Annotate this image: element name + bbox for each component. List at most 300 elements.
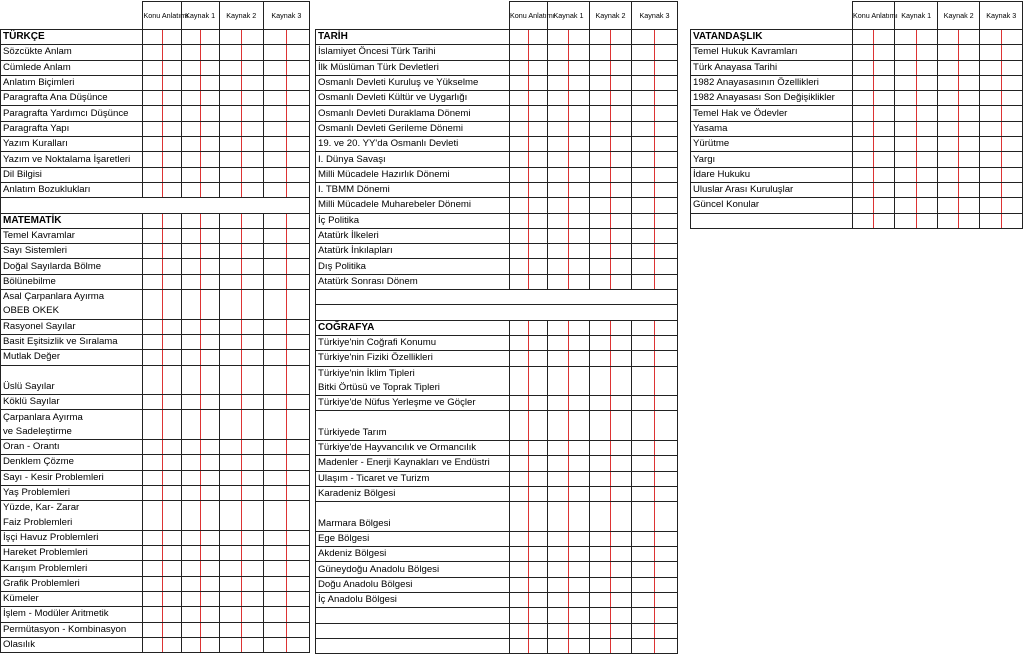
checkbox-cell[interactable] bbox=[611, 137, 632, 152]
checkbox-cell[interactable] bbox=[143, 637, 162, 652]
checkbox-cell[interactable] bbox=[980, 30, 1001, 45]
checkbox-cell[interactable] bbox=[286, 60, 309, 75]
checkbox-cell[interactable] bbox=[510, 577, 529, 592]
checkbox-cell[interactable] bbox=[590, 60, 611, 75]
checkbox-cell[interactable] bbox=[611, 259, 632, 274]
checkbox-cell[interactable] bbox=[632, 91, 655, 106]
checkbox-cell[interactable] bbox=[181, 485, 200, 500]
checkbox-cell[interactable] bbox=[219, 75, 241, 90]
checkbox-cell[interactable] bbox=[286, 213, 309, 228]
checkbox-cell[interactable] bbox=[611, 244, 632, 259]
checkbox-cell[interactable] bbox=[655, 121, 678, 136]
checkbox-cell[interactable] bbox=[937, 91, 958, 106]
checkbox-cell[interactable] bbox=[529, 502, 548, 517]
checkbox-cell[interactable] bbox=[181, 304, 200, 319]
checkbox-cell[interactable] bbox=[286, 410, 309, 425]
checkbox-cell[interactable] bbox=[611, 531, 632, 546]
checkbox-cell[interactable] bbox=[510, 167, 529, 182]
checkbox-cell[interactable] bbox=[286, 622, 309, 637]
checkbox-cell[interactable] bbox=[569, 213, 590, 228]
checkbox-cell[interactable] bbox=[241, 334, 263, 349]
checkbox-cell[interactable] bbox=[632, 320, 655, 335]
checkbox-cell[interactable] bbox=[181, 561, 200, 576]
checkbox-cell[interactable] bbox=[219, 425, 241, 440]
checkbox-cell[interactable] bbox=[548, 381, 569, 396]
checkbox-cell[interactable] bbox=[162, 561, 181, 576]
checkbox-cell[interactable] bbox=[959, 137, 980, 152]
checkbox-cell[interactable] bbox=[286, 501, 309, 516]
checkbox-cell[interactable] bbox=[219, 213, 241, 228]
checkbox-cell[interactable] bbox=[1001, 167, 1022, 182]
checkbox-cell[interactable] bbox=[286, 350, 309, 365]
checkbox-cell[interactable] bbox=[611, 198, 632, 213]
checkbox-cell[interactable] bbox=[286, 167, 309, 182]
checkbox-cell[interactable] bbox=[548, 547, 569, 562]
checkbox-cell[interactable] bbox=[548, 502, 569, 517]
checkbox-cell[interactable] bbox=[263, 121, 286, 136]
checkbox-cell[interactable] bbox=[611, 623, 632, 638]
checkbox-cell[interactable] bbox=[569, 517, 590, 532]
checkbox-cell[interactable] bbox=[632, 502, 655, 517]
checkbox-cell[interactable] bbox=[548, 456, 569, 471]
checkbox-cell[interactable] bbox=[200, 470, 219, 485]
checkbox-cell[interactable] bbox=[219, 395, 241, 410]
checkbox-cell[interactable] bbox=[569, 91, 590, 106]
checkbox-cell[interactable] bbox=[569, 121, 590, 136]
checkbox-cell[interactable] bbox=[200, 319, 219, 334]
checkbox-cell[interactable] bbox=[980, 75, 1001, 90]
checkbox-cell[interactable] bbox=[181, 121, 200, 136]
checkbox-cell[interactable] bbox=[241, 501, 263, 516]
checkbox-cell[interactable] bbox=[143, 137, 162, 152]
checkbox-cell[interactable] bbox=[219, 244, 241, 259]
checkbox-cell[interactable] bbox=[162, 106, 181, 121]
checkbox-cell[interactable] bbox=[611, 502, 632, 517]
checkbox-cell[interactable] bbox=[162, 304, 181, 319]
checkbox-cell[interactable] bbox=[548, 259, 569, 274]
checkbox-cell[interactable] bbox=[632, 244, 655, 259]
checkbox-cell[interactable] bbox=[143, 45, 162, 60]
checkbox-cell[interactable] bbox=[874, 60, 895, 75]
checkbox-cell[interactable] bbox=[611, 351, 632, 366]
checkbox-cell[interactable] bbox=[219, 91, 241, 106]
checkbox-cell[interactable] bbox=[529, 638, 548, 653]
checkbox-cell[interactable] bbox=[937, 30, 958, 45]
checkbox-cell[interactable] bbox=[529, 30, 548, 45]
checkbox-cell[interactable] bbox=[219, 380, 241, 395]
checkbox-cell[interactable] bbox=[181, 244, 200, 259]
checkbox-cell[interactable] bbox=[143, 440, 162, 455]
checkbox-cell[interactable] bbox=[219, 410, 241, 425]
checkbox-cell[interactable] bbox=[181, 607, 200, 622]
checkbox-cell[interactable] bbox=[162, 30, 181, 45]
checkbox-cell[interactable] bbox=[590, 471, 611, 486]
checkbox-cell[interactable] bbox=[219, 440, 241, 455]
checkbox-cell[interactable] bbox=[286, 137, 309, 152]
checkbox-cell[interactable] bbox=[162, 410, 181, 425]
checkbox-cell[interactable] bbox=[241, 516, 263, 531]
checkbox-cell[interactable] bbox=[241, 45, 263, 60]
checkbox-cell[interactable] bbox=[162, 591, 181, 606]
checkbox-cell[interactable] bbox=[959, 182, 980, 197]
checkbox-cell[interactable] bbox=[590, 608, 611, 623]
checkbox-cell[interactable] bbox=[286, 259, 309, 274]
checkbox-cell[interactable] bbox=[611, 608, 632, 623]
checkbox-cell[interactable] bbox=[219, 576, 241, 591]
checkbox-cell[interactable] bbox=[200, 75, 219, 90]
checkbox-cell[interactable] bbox=[937, 60, 958, 75]
checkbox-cell[interactable] bbox=[529, 60, 548, 75]
checkbox-cell[interactable] bbox=[219, 334, 241, 349]
checkbox-cell[interactable] bbox=[241, 167, 263, 182]
checkbox-cell[interactable] bbox=[510, 335, 529, 350]
checkbox-cell[interactable] bbox=[181, 290, 200, 305]
checkbox-cell[interactable] bbox=[937, 75, 958, 90]
checkbox-cell[interactable] bbox=[263, 637, 286, 652]
checkbox-cell[interactable] bbox=[529, 228, 548, 243]
checkbox-cell[interactable] bbox=[219, 121, 241, 136]
checkbox-cell[interactable] bbox=[529, 320, 548, 335]
checkbox-cell[interactable] bbox=[590, 137, 611, 152]
checkbox-cell[interactable] bbox=[263, 75, 286, 90]
checkbox-cell[interactable] bbox=[980, 45, 1001, 60]
checkbox-cell[interactable] bbox=[590, 366, 611, 381]
checkbox-cell[interactable] bbox=[611, 441, 632, 456]
checkbox-cell[interactable] bbox=[143, 380, 162, 395]
checkbox-cell[interactable] bbox=[1001, 137, 1022, 152]
checkbox-cell[interactable] bbox=[569, 441, 590, 456]
checkbox-cell[interactable] bbox=[632, 486, 655, 501]
checkbox-cell[interactable] bbox=[632, 152, 655, 167]
checkbox-cell[interactable] bbox=[632, 30, 655, 45]
checkbox-cell[interactable] bbox=[632, 60, 655, 75]
checkbox-cell[interactable] bbox=[143, 182, 162, 197]
checkbox-cell[interactable] bbox=[162, 121, 181, 136]
checkbox-cell[interactable] bbox=[590, 228, 611, 243]
checkbox-cell[interactable] bbox=[548, 91, 569, 106]
checkbox-cell[interactable] bbox=[655, 638, 678, 653]
checkbox-cell[interactable] bbox=[529, 562, 548, 577]
checkbox-cell[interactable] bbox=[143, 334, 162, 349]
checkbox-cell[interactable] bbox=[181, 501, 200, 516]
checkbox-cell[interactable] bbox=[590, 517, 611, 532]
checkbox-cell[interactable] bbox=[590, 577, 611, 592]
checkbox-cell[interactable] bbox=[569, 577, 590, 592]
checkbox-cell[interactable] bbox=[263, 395, 286, 410]
checkbox-cell[interactable] bbox=[874, 152, 895, 167]
checkbox-cell[interactable] bbox=[529, 623, 548, 638]
checkbox-cell[interactable] bbox=[569, 623, 590, 638]
checkbox-cell[interactable] bbox=[529, 198, 548, 213]
checkbox-cell[interactable] bbox=[655, 60, 678, 75]
checkbox-cell[interactable] bbox=[655, 182, 678, 197]
checkbox-cell[interactable] bbox=[655, 335, 678, 350]
checkbox-cell[interactable] bbox=[263, 228, 286, 243]
checkbox-cell[interactable] bbox=[143, 30, 162, 45]
checkbox-cell[interactable] bbox=[510, 426, 529, 441]
checkbox-cell[interactable] bbox=[241, 228, 263, 243]
checkbox-cell[interactable] bbox=[529, 441, 548, 456]
checkbox-cell[interactable] bbox=[200, 440, 219, 455]
checkbox-cell[interactable] bbox=[286, 470, 309, 485]
checkbox-cell[interactable] bbox=[548, 182, 569, 197]
checkbox-cell[interactable] bbox=[181, 106, 200, 121]
checkbox-cell[interactable] bbox=[529, 137, 548, 152]
checkbox-cell[interactable] bbox=[569, 137, 590, 152]
checkbox-cell[interactable] bbox=[241, 395, 263, 410]
checkbox-cell[interactable] bbox=[510, 502, 529, 517]
checkbox-cell[interactable] bbox=[181, 137, 200, 152]
checkbox-cell[interactable] bbox=[590, 274, 611, 289]
checkbox-cell[interactable] bbox=[263, 576, 286, 591]
checkbox-cell[interactable] bbox=[590, 381, 611, 396]
checkbox-cell[interactable] bbox=[286, 152, 309, 167]
checkbox-cell[interactable] bbox=[143, 516, 162, 531]
checkbox-cell[interactable] bbox=[162, 470, 181, 485]
checkbox-cell[interactable] bbox=[611, 106, 632, 121]
checkbox-cell[interactable] bbox=[548, 486, 569, 501]
checkbox-cell[interactable] bbox=[895, 45, 916, 60]
checkbox-cell[interactable] bbox=[655, 351, 678, 366]
checkbox-cell[interactable] bbox=[611, 547, 632, 562]
checkbox-cell[interactable] bbox=[219, 60, 241, 75]
checkbox-cell[interactable] bbox=[181, 470, 200, 485]
checkbox-cell[interactable] bbox=[241, 607, 263, 622]
checkbox-cell[interactable] bbox=[286, 561, 309, 576]
checkbox-cell[interactable] bbox=[980, 60, 1001, 75]
checkbox-cell[interactable] bbox=[611, 213, 632, 228]
checkbox-cell[interactable] bbox=[548, 228, 569, 243]
checkbox-cell[interactable] bbox=[548, 577, 569, 592]
checkbox-cell[interactable] bbox=[219, 485, 241, 500]
checkbox-cell[interactable] bbox=[162, 485, 181, 500]
checkbox-cell[interactable] bbox=[286, 637, 309, 652]
checkbox-cell[interactable] bbox=[219, 106, 241, 121]
checkbox-cell[interactable] bbox=[655, 228, 678, 243]
checkbox-cell[interactable] bbox=[241, 182, 263, 197]
checkbox-cell[interactable] bbox=[569, 274, 590, 289]
checkbox-cell[interactable] bbox=[895, 91, 916, 106]
checkbox-cell[interactable] bbox=[611, 228, 632, 243]
checkbox-cell[interactable] bbox=[529, 366, 548, 381]
checkbox-cell[interactable] bbox=[200, 485, 219, 500]
checkbox-cell[interactable] bbox=[286, 45, 309, 60]
checkbox-cell[interactable] bbox=[980, 121, 1001, 136]
checkbox-cell[interactable] bbox=[655, 320, 678, 335]
checkbox-cell[interactable] bbox=[162, 425, 181, 440]
checkbox-cell[interactable] bbox=[980, 167, 1001, 182]
checkbox-cell[interactable] bbox=[510, 244, 529, 259]
checkbox-cell[interactable] bbox=[632, 638, 655, 653]
checkbox-cell[interactable] bbox=[162, 167, 181, 182]
checkbox-cell[interactable] bbox=[569, 608, 590, 623]
checkbox-cell[interactable] bbox=[655, 91, 678, 106]
checkbox-cell[interactable] bbox=[510, 547, 529, 562]
checkbox-cell[interactable] bbox=[1001, 91, 1022, 106]
checkbox-cell[interactable] bbox=[569, 198, 590, 213]
checkbox-cell[interactable] bbox=[548, 592, 569, 607]
checkbox-cell[interactable] bbox=[241, 591, 263, 606]
checkbox-cell[interactable] bbox=[510, 608, 529, 623]
checkbox-cell[interactable] bbox=[632, 45, 655, 60]
checkbox-cell[interactable] bbox=[241, 425, 263, 440]
checkbox-cell[interactable] bbox=[143, 106, 162, 121]
checkbox-cell[interactable] bbox=[655, 592, 678, 607]
checkbox-cell[interactable] bbox=[286, 121, 309, 136]
checkbox-cell[interactable] bbox=[143, 546, 162, 561]
checkbox-cell[interactable] bbox=[241, 91, 263, 106]
checkbox-cell[interactable] bbox=[200, 152, 219, 167]
checkbox-cell[interactable] bbox=[852, 30, 873, 45]
checkbox-cell[interactable] bbox=[655, 517, 678, 532]
checkbox-cell[interactable] bbox=[263, 244, 286, 259]
checkbox-cell[interactable] bbox=[548, 608, 569, 623]
checkbox-cell[interactable] bbox=[219, 350, 241, 365]
checkbox-cell[interactable] bbox=[181, 576, 200, 591]
checkbox-cell[interactable] bbox=[632, 456, 655, 471]
checkbox-cell[interactable] bbox=[959, 167, 980, 182]
checkbox-cell[interactable] bbox=[569, 531, 590, 546]
checkbox-cell[interactable] bbox=[590, 320, 611, 335]
checkbox-cell[interactable] bbox=[241, 152, 263, 167]
checkbox-cell[interactable] bbox=[219, 591, 241, 606]
checkbox-cell[interactable] bbox=[632, 381, 655, 396]
checkbox-cell[interactable] bbox=[655, 259, 678, 274]
checkbox-cell[interactable] bbox=[655, 577, 678, 592]
checkbox-cell[interactable] bbox=[569, 366, 590, 381]
checkbox-cell[interactable] bbox=[263, 622, 286, 637]
checkbox-cell[interactable] bbox=[1001, 152, 1022, 167]
checkbox-cell[interactable] bbox=[286, 607, 309, 622]
checkbox-cell[interactable] bbox=[181, 546, 200, 561]
checkbox-cell[interactable] bbox=[980, 106, 1001, 121]
checkbox-cell[interactable] bbox=[529, 213, 548, 228]
checkbox-cell[interactable] bbox=[655, 562, 678, 577]
checkbox-cell[interactable] bbox=[632, 577, 655, 592]
checkbox-cell[interactable] bbox=[548, 152, 569, 167]
checkbox-cell[interactable] bbox=[590, 623, 611, 638]
checkbox-cell[interactable] bbox=[529, 244, 548, 259]
checkbox-cell[interactable] bbox=[548, 30, 569, 45]
checkbox-cell[interactable] bbox=[959, 198, 980, 213]
checkbox-cell[interactable] bbox=[548, 517, 569, 532]
checkbox-cell[interactable] bbox=[529, 45, 548, 60]
checkbox-cell[interactable] bbox=[611, 274, 632, 289]
checkbox-cell[interactable] bbox=[510, 411, 529, 426]
checkbox-cell[interactable] bbox=[529, 259, 548, 274]
checkbox-cell[interactable] bbox=[510, 60, 529, 75]
checkbox-cell[interactable] bbox=[162, 501, 181, 516]
checkbox-cell[interactable] bbox=[569, 471, 590, 486]
checkbox-cell[interactable] bbox=[590, 562, 611, 577]
checkbox-cell[interactable] bbox=[143, 75, 162, 90]
checkbox-cell[interactable] bbox=[162, 60, 181, 75]
checkbox-cell[interactable] bbox=[219, 455, 241, 470]
checkbox-cell[interactable] bbox=[510, 45, 529, 60]
checkbox-cell[interactable] bbox=[916, 75, 937, 90]
checkbox-cell[interactable] bbox=[590, 502, 611, 517]
checkbox-cell[interactable] bbox=[200, 137, 219, 152]
checkbox-cell[interactable] bbox=[510, 638, 529, 653]
checkbox-cell[interactable] bbox=[548, 335, 569, 350]
checkbox-cell[interactable] bbox=[1001, 60, 1022, 75]
checkbox-cell[interactable] bbox=[263, 380, 286, 395]
checkbox-cell[interactable] bbox=[655, 137, 678, 152]
checkbox-cell[interactable] bbox=[510, 152, 529, 167]
checkbox-cell[interactable] bbox=[655, 486, 678, 501]
checkbox-cell[interactable] bbox=[655, 167, 678, 182]
checkbox-cell[interactable] bbox=[852, 198, 873, 213]
checkbox-cell[interactable] bbox=[200, 304, 219, 319]
checkbox-cell[interactable] bbox=[959, 75, 980, 90]
checkbox-cell[interactable] bbox=[655, 106, 678, 121]
checkbox-cell[interactable] bbox=[286, 576, 309, 591]
checkbox-cell[interactable] bbox=[162, 607, 181, 622]
checkbox-cell[interactable] bbox=[632, 608, 655, 623]
checkbox-cell[interactable] bbox=[241, 485, 263, 500]
checkbox-cell[interactable] bbox=[241, 350, 263, 365]
checkbox-cell[interactable] bbox=[181, 45, 200, 60]
checkbox-cell[interactable] bbox=[510, 396, 529, 411]
checkbox-cell[interactable] bbox=[1001, 121, 1022, 136]
checkbox-cell[interactable] bbox=[529, 547, 548, 562]
checkbox-cell[interactable] bbox=[569, 502, 590, 517]
checkbox-cell[interactable] bbox=[590, 426, 611, 441]
checkbox-cell[interactable] bbox=[219, 530, 241, 545]
checkbox-cell[interactable] bbox=[200, 228, 219, 243]
checkbox-cell[interactable] bbox=[286, 319, 309, 334]
checkbox-cell[interactable] bbox=[219, 30, 241, 45]
checkbox-cell[interactable] bbox=[632, 562, 655, 577]
checkbox-cell[interactable] bbox=[1001, 45, 1022, 60]
checkbox-cell[interactable] bbox=[937, 182, 958, 197]
checkbox-cell[interactable] bbox=[143, 167, 162, 182]
checkbox-cell[interactable] bbox=[632, 471, 655, 486]
checkbox-cell[interactable] bbox=[874, 167, 895, 182]
checkbox-cell[interactable] bbox=[569, 381, 590, 396]
checkbox-cell[interactable] bbox=[611, 91, 632, 106]
checkbox-cell[interactable] bbox=[852, 137, 873, 152]
checkbox-cell[interactable] bbox=[200, 91, 219, 106]
checkbox-cell[interactable] bbox=[569, 106, 590, 121]
checkbox-cell[interactable] bbox=[241, 637, 263, 652]
checkbox-cell[interactable] bbox=[529, 106, 548, 121]
checkbox-cell[interactable] bbox=[200, 622, 219, 637]
checkbox-cell[interactable] bbox=[200, 259, 219, 274]
checkbox-cell[interactable] bbox=[611, 167, 632, 182]
checkbox-cell[interactable] bbox=[510, 562, 529, 577]
checkbox-cell[interactable] bbox=[895, 213, 916, 228]
checkbox-cell[interactable] bbox=[937, 45, 958, 60]
checkbox-cell[interactable] bbox=[590, 213, 611, 228]
checkbox-cell[interactable] bbox=[143, 228, 162, 243]
checkbox-cell[interactable] bbox=[548, 60, 569, 75]
checkbox-cell[interactable] bbox=[143, 244, 162, 259]
checkbox-cell[interactable] bbox=[529, 577, 548, 592]
checkbox-cell[interactable] bbox=[611, 366, 632, 381]
checkbox-cell[interactable] bbox=[569, 259, 590, 274]
checkbox-cell[interactable] bbox=[874, 75, 895, 90]
checkbox-cell[interactable] bbox=[200, 30, 219, 45]
checkbox-cell[interactable] bbox=[263, 470, 286, 485]
checkbox-cell[interactable] bbox=[241, 244, 263, 259]
checkbox-cell[interactable] bbox=[510, 531, 529, 546]
checkbox-cell[interactable] bbox=[874, 137, 895, 152]
checkbox-cell[interactable] bbox=[655, 381, 678, 396]
checkbox-cell[interactable] bbox=[200, 334, 219, 349]
checkbox-cell[interactable] bbox=[200, 380, 219, 395]
checkbox-cell[interactable] bbox=[200, 290, 219, 305]
